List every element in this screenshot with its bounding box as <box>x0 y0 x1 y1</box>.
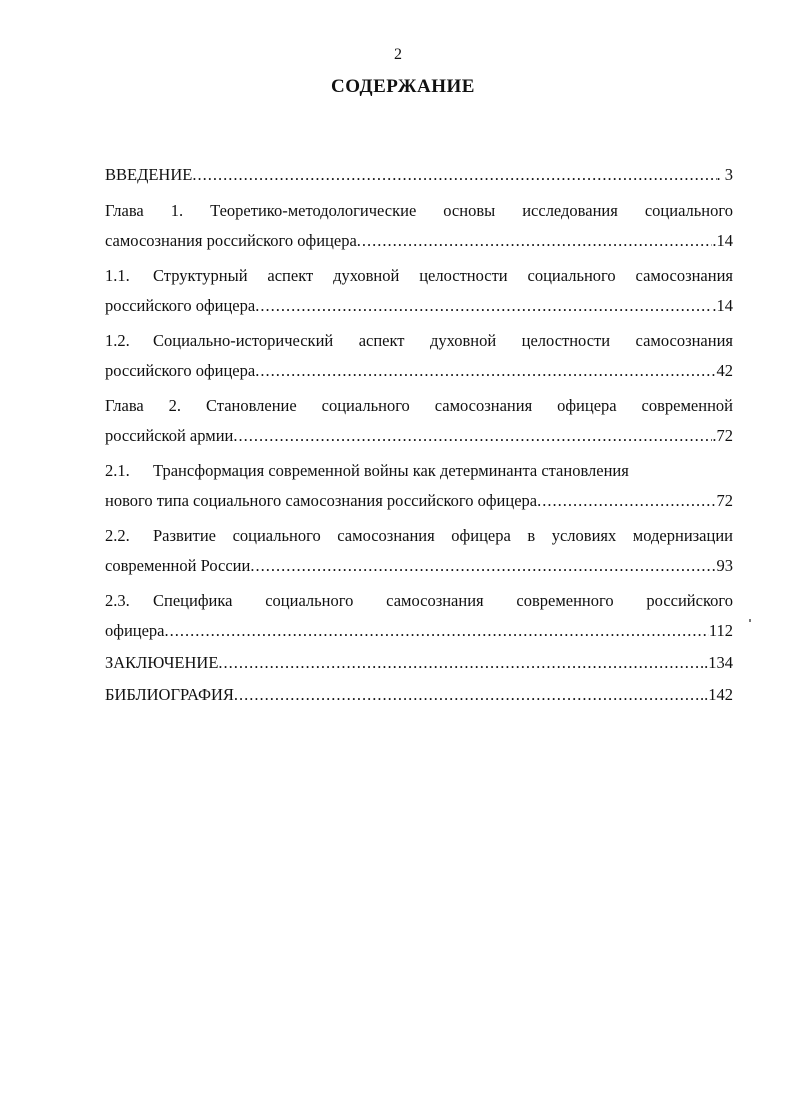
toc-entry-section-2-3[interactable] <box>105 586 733 646</box>
toc-entry-text: современной России <box>105 556 251 575</box>
toc-entry-number: 1.2. <box>105 331 130 350</box>
toc-leader-dots <box>255 291 712 321</box>
toc-entry-conclusion[interactable] <box>105 648 733 678</box>
toc-leader-dots <box>192 160 716 190</box>
toc-entry-introduction[interactable] <box>105 160 733 190</box>
toc-entry-text: 2.1. Трансформация современной войны как детерминанта становления <box>105 456 733 486</box>
toc-entry-chapter-2[interactable] <box>105 391 733 451</box>
toc-entry-page: 42 <box>716 361 733 380</box>
toc-entry-text: нового типа социального самосознания российского офицера <box>105 491 538 510</box>
toc-entry-page: 112 <box>708 621 733 640</box>
toc-entry-number: 2.3. <box>105 591 130 610</box>
toc-entry-page: . 3 <box>716 165 733 184</box>
toc-entry-section-1-1[interactable] <box>105 261 733 321</box>
toc-entry-text: 2.3. Специфика социального самосознания современного российского <box>105 586 733 616</box>
toc-title: СОДЕРЖАНИЕ <box>331 76 475 97</box>
toc-entry-text: 1.2. Социально-исторический аспект духовной целостности самосознания <box>105 326 733 356</box>
toc-entry-number: 2.1. <box>105 461 130 480</box>
toc-leader-dots <box>255 356 716 386</box>
toc-entry-number: 1.1. <box>105 266 130 285</box>
toc-entry-label: ВВЕДЕНИЕ <box>105 165 193 184</box>
toc-entry-section-2-2[interactable] <box>105 521 733 581</box>
toc-entry-text: российского офицера <box>105 296 256 315</box>
toc-leader-dots <box>537 486 716 516</box>
toc-entry-text: 1.1. Структурный аспект духовной целостности социального самосознания <box>105 261 733 291</box>
toc-entry-section-1-2[interactable] <box>105 326 733 386</box>
toc-entry-text: самосознания российского офицера <box>105 231 357 250</box>
toc-entry-page: ..134 <box>700 653 733 672</box>
toc-entry-number: 2.2. <box>105 526 130 545</box>
toc-entry-text: Глава 2. Становление социального самосознания офицера современной <box>105 396 733 415</box>
toc-leader-dots <box>233 421 712 451</box>
toc-entry-label: ЗАКЛЮЧЕНИЕ <box>105 653 219 672</box>
toc-entry-section-2-1[interactable] <box>105 456 733 516</box>
toc-entry-page: .14 <box>712 296 733 315</box>
toc-entry-page: .14 <box>712 231 733 250</box>
toc-entry-text: российского офицера <box>105 361 256 380</box>
page-number: 2 <box>394 46 402 63</box>
toc-entry-page: .72 <box>712 426 733 445</box>
toc-entry-chapter-1[interactable] <box>105 196 733 256</box>
toc-entry-text: 2.2. Развитие социального самосознания офицера в условиях модернизации <box>105 521 733 551</box>
toc-entry-page: ..142 <box>700 685 733 704</box>
toc-leader-dots <box>218 648 700 678</box>
toc-entry-page: 72 <box>716 491 733 510</box>
toc-entry-text: Глава 1. Теоретико-методологические основы исследования социального <box>105 201 733 220</box>
toc-leader-dots <box>165 616 709 646</box>
toc-entry-text: российской армии <box>105 426 234 445</box>
toc-leader-dots <box>234 680 700 710</box>
toc-entry-bibliography[interactable] <box>105 680 733 710</box>
table-of-contents <box>105 160 733 710</box>
toc-entry-page: 93 <box>716 556 733 575</box>
scan-speck <box>749 619 751 622</box>
toc-leader-dots <box>357 226 713 256</box>
toc-entry-label: БИБЛИОГРАФИЯ <box>105 685 234 704</box>
toc-leader-dots <box>250 551 716 581</box>
toc-entry-text: офицера <box>105 621 165 640</box>
